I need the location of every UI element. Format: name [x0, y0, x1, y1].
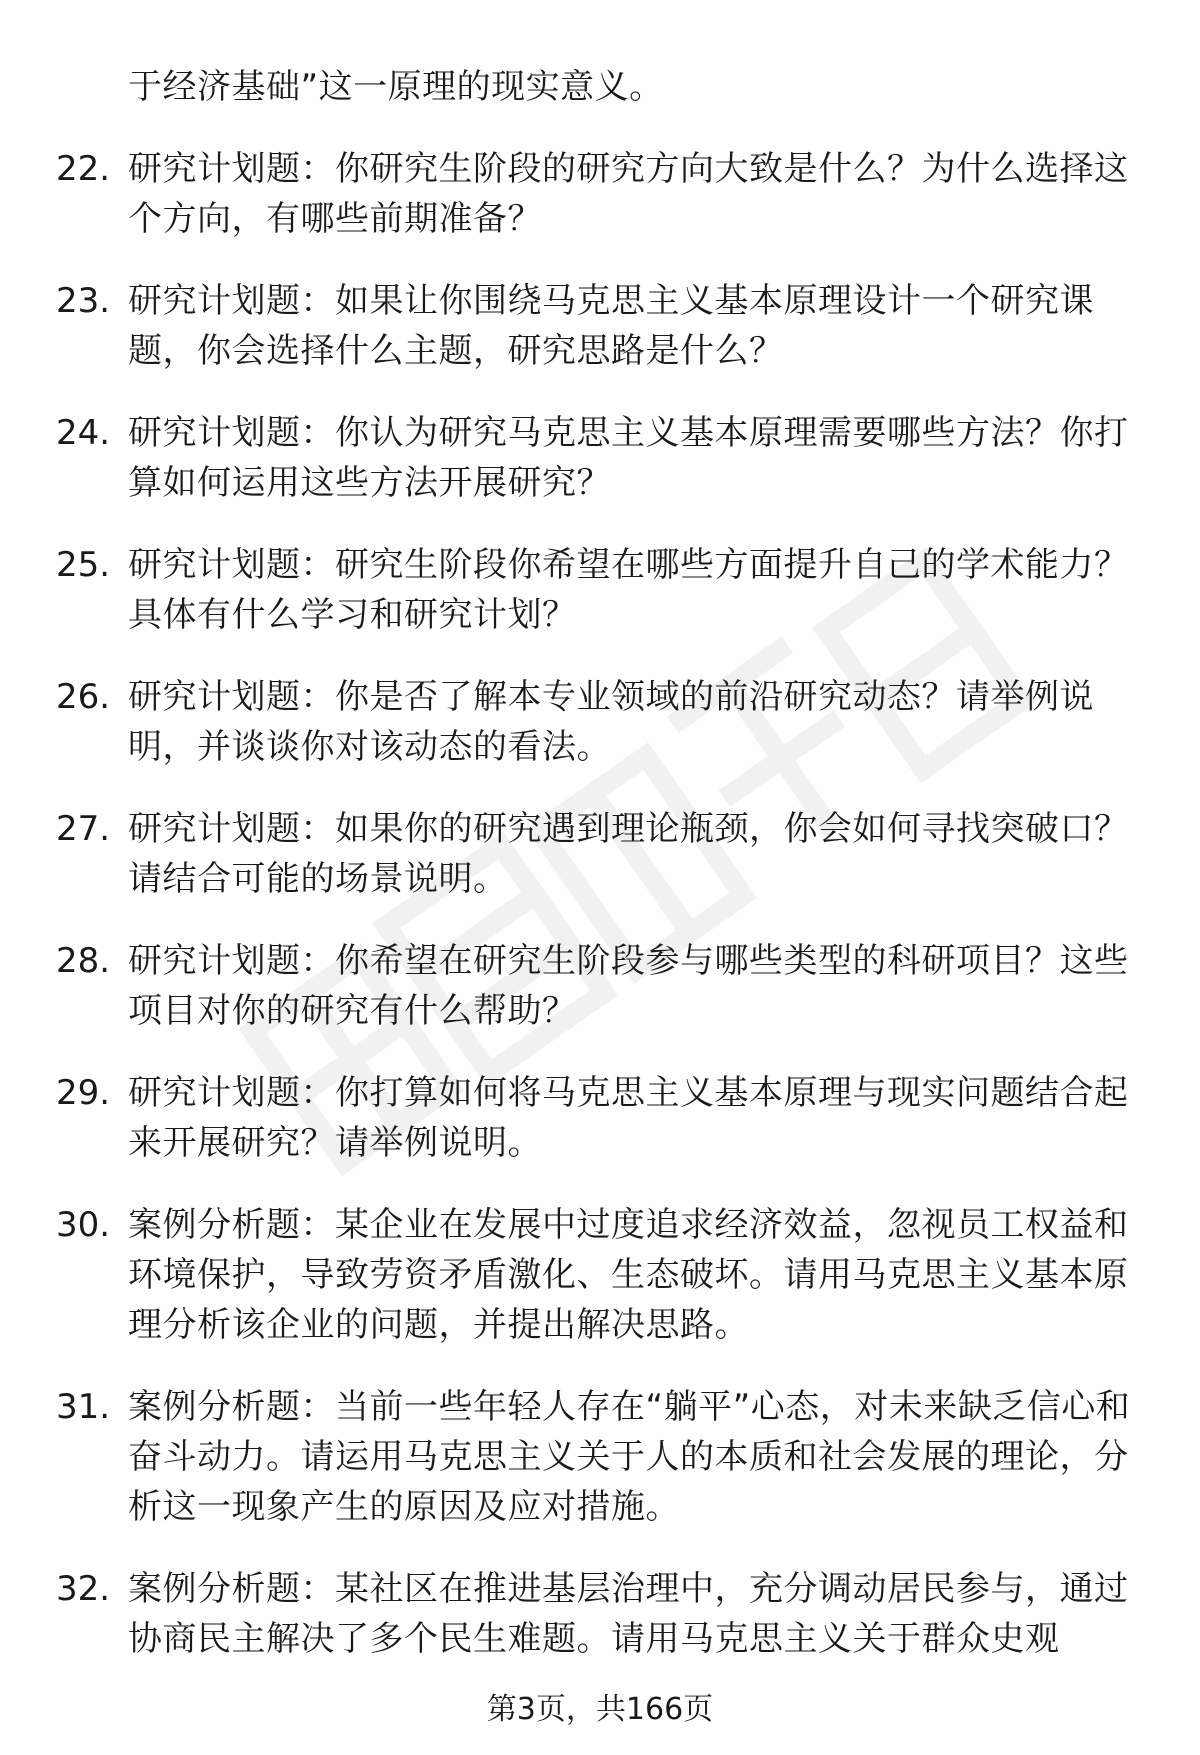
item-text: 研究计划题：你打算如何将马克思主义基本原理与现实问题结合起来开展研究？请举例说明。	[128, 1073, 1129, 1163]
item-text: 研究计划题：如果你的研究遇到理论瓶颈，你会如何寻找突破口？请结合可能的场景说明。	[128, 809, 1129, 899]
item-number: 31.	[56, 1387, 111, 1427]
list-item	[56, 408, 1146, 508]
list-item	[56, 276, 1146, 376]
list-item	[56, 540, 1146, 640]
item-text: 案例分析题：当前一些年轻人存在“躺平”心态，对未来缺乏信心和奋斗动力。请运用马克思主义关于人的本质和社会发展的理论，分析这一现象产生的原因及应对措施。	[128, 1387, 1131, 1527]
item-number: 24.	[56, 413, 111, 453]
item-number: 26.	[56, 677, 111, 717]
item-text: 研究计划题：你是否了解本专业领域的前沿研究动态？请举例说明，并谈谈你对该动态的看法。	[128, 677, 1094, 767]
item-number: 30.	[56, 1205, 111, 1245]
item-number: 32.	[56, 1569, 111, 1609]
item-number: 29.	[56, 1073, 111, 1113]
question-list	[56, 62, 1146, 1664]
item-number: 25.	[56, 545, 111, 585]
item-text: 研究计划题：你研究生阶段的研究方向大致是什么？为什么选择这个方向，有哪些前期准备？	[128, 149, 1129, 239]
item-number: 22.	[56, 149, 111, 189]
list-item	[56, 1200, 1146, 1350]
item-text: 研究计划题：你认为研究马克思主义基本原理需要哪些方法？你打算如何运用这些方法开展研究？	[128, 413, 1129, 503]
item-number: 28.	[56, 941, 111, 981]
item-text: 案例分析题：某社区在推进基层治理中，充分调动居民参与，通过协商民主解决了多个民生难题。请用马克思主义关于群众史观	[128, 1569, 1129, 1659]
list-item	[56, 804, 1146, 904]
list-item	[56, 672, 1146, 772]
list-item	[56, 1068, 1146, 1168]
list-item	[56, 936, 1146, 1036]
item-text: 研究计划题：研究生阶段你希望在哪些方面提升自己的学术能力？具体有什么学习和研究计划？	[128, 545, 1129, 635]
item-number: 23.	[56, 281, 111, 321]
list-item	[56, 144, 1146, 244]
item-text: 研究计划题：你希望在研究生阶段参与哪些类型的科研项目？这些项目对你的研究有什么帮助？	[128, 941, 1129, 1031]
page-number: 第3页，共166页	[486, 1692, 714, 1727]
continuation-line: 于经济基础”这一原理的现实意义。	[128, 67, 664, 107]
item-text: 研究计划题：如果让你围绕马克思主义基本原理设计一个研究课题，你会选择什么主题，研究思路是什么？	[128, 281, 1094, 371]
item-number: 27.	[56, 809, 111, 849]
list-item	[56, 1382, 1146, 1532]
item-text: 案例分析题：某企业在发展中过度追求经济效益，忽视员工权益和环境保护，导致劳资矛盾激化、生态破坏。请用马克思主义基本原理分析该企业的问题，并提出解决思路。	[128, 1205, 1129, 1345]
list-item	[56, 1564, 1146, 1664]
